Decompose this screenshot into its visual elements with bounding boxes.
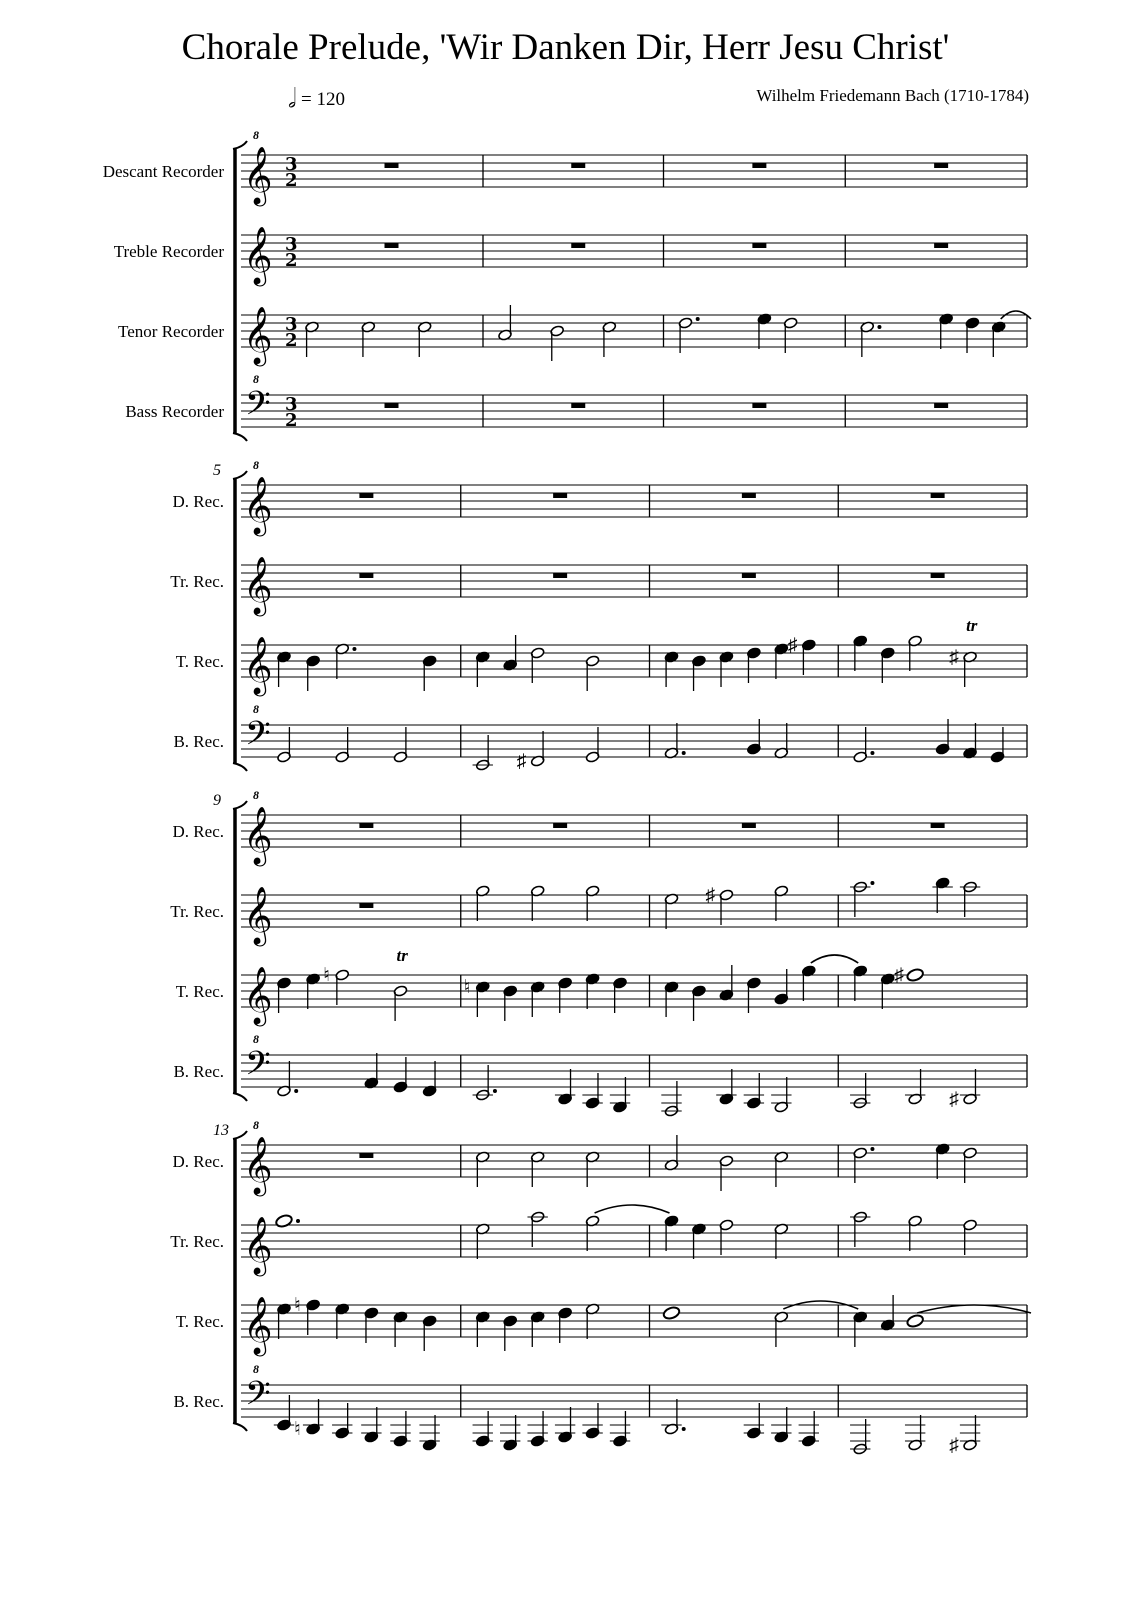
system-bracket — [233, 763, 247, 771]
treble-clef-icon: 𝄞 — [243, 1297, 273, 1353]
whole-rest — [742, 573, 756, 578]
notehead — [906, 968, 924, 983]
whole-rest — [931, 573, 945, 578]
notehead — [275, 1214, 293, 1229]
whole-rest — [385, 243, 399, 248]
instrument-abbrev: T. Rec. — [175, 652, 224, 671]
treble-clef-icon: 𝄞 — [243, 807, 273, 863]
sharp-icon: ♯ — [949, 1435, 959, 1456]
natural-icon: ♮ — [463, 977, 471, 998]
whole-rest — [359, 903, 373, 908]
whole-rest — [359, 573, 373, 578]
treble-clef-icon: 𝄞 — [243, 227, 273, 283]
augmentation-dot — [870, 751, 874, 755]
whole-rest — [359, 823, 373, 828]
bass-clef-icon: 𝄢 — [245, 1375, 271, 1420]
tie — [811, 955, 858, 963]
bass-clef-icon: 𝄢 — [245, 385, 271, 430]
ottava-mark: 8 — [253, 128, 259, 142]
ottava-mark: 8 — [253, 788, 259, 802]
whole-rest — [934, 403, 948, 408]
whole-rest — [742, 823, 756, 828]
treble-clef-icon: 𝄞 — [243, 1217, 273, 1273]
bass-clef-icon: 𝄢 — [245, 1045, 271, 1090]
treble-clef-icon: 𝄞 — [243, 477, 273, 533]
time-signature-denominator: 2 — [285, 410, 298, 431]
instrument-abbrev: T. Rec. — [175, 1312, 224, 1331]
augmentation-dot — [294, 1089, 298, 1093]
instrument-abbrev: B. Rec. — [173, 732, 224, 751]
instrument-name: Descant Recorder — [102, 162, 224, 181]
notehead — [662, 1306, 680, 1321]
measure-number: 5 — [213, 462, 221, 479]
treble-clef-icon: 𝄞 — [243, 557, 273, 613]
score-title: Chorale Prelude, 'Wir Danken Dir, Herr Jesu Christ' — [181, 27, 950, 68]
instrument-abbrev: B. Rec. — [173, 1062, 224, 1081]
whole-rest — [934, 243, 948, 248]
sharp-icon: ♯ — [516, 751, 527, 772]
whole-rest — [359, 1153, 373, 1158]
sharp-icon: ♯ — [787, 635, 798, 656]
whole-rest — [752, 403, 766, 408]
half-note-icon: 𝅗𝅥 — [288, 84, 297, 113]
whole-rest — [931, 823, 945, 828]
instrument-abbrev: B. Rec. — [173, 1392, 224, 1411]
time-signature-denominator: 2 — [285, 170, 298, 191]
time-signature-numerator: 3 — [285, 154, 298, 175]
augmentation-dot — [352, 647, 356, 651]
treble-clef-icon: 𝄞 — [243, 147, 273, 203]
tempo-value: = 120 — [301, 89, 345, 110]
whole-rest — [742, 493, 756, 498]
instrument-abbrev: Tr. Rec. — [170, 1232, 224, 1251]
whole-rest — [359, 493, 373, 498]
composer-credit: Wilhelm Friedemann Bach (1710-1784) — [756, 86, 1029, 105]
time-signature-numerator: 3 — [285, 314, 298, 335]
instrument-name: Tenor Recorder — [118, 322, 224, 341]
ottava-mark: 8 — [253, 702, 259, 716]
augmentation-dot — [870, 881, 874, 885]
ottava-mark: 8 — [253, 1032, 259, 1046]
whole-rest — [553, 493, 567, 498]
whole-rest — [931, 493, 945, 498]
time-signature-denominator: 2 — [285, 330, 298, 351]
whole-rest — [385, 163, 399, 168]
tie — [917, 1305, 1031, 1313]
natural-icon: ♮ — [294, 1419, 301, 1440]
instrument-abbrev: Tr. Rec. — [170, 572, 224, 591]
bass-clef-icon: 𝄢 — [245, 715, 271, 760]
instrument-name: Treble Recorder — [113, 242, 224, 261]
treble-clef-icon: 𝄞 — [243, 307, 273, 363]
instrument-abbrev: D. Rec. — [172, 492, 224, 511]
sharp-icon: ♯ — [705, 885, 715, 906]
whole-rest — [553, 573, 567, 578]
ottava-mark: 8 — [253, 1362, 259, 1376]
treble-clef-icon: 𝄞 — [243, 967, 273, 1023]
whole-rest — [571, 243, 585, 248]
whole-rest — [571, 403, 585, 408]
whole-rest — [553, 823, 567, 828]
time-signature-denominator: 2 — [285, 250, 298, 271]
sharp-icon: ♯ — [949, 1089, 959, 1110]
treble-clef-icon: 𝄞 — [243, 637, 273, 693]
natural-icon: ♮ — [323, 965, 331, 986]
whole-rest — [571, 163, 585, 168]
augmentation-dot — [877, 325, 881, 329]
whole-rest — [752, 163, 766, 168]
treble-clef-icon: 𝄞 — [243, 1137, 273, 1193]
sharp-icon: ♯ — [894, 965, 904, 986]
tie — [595, 1205, 670, 1213]
sharp-icon: ♯ — [949, 647, 959, 668]
instrument-abbrev: Tr. Rec. — [170, 902, 224, 921]
instrument-abbrev: D. Rec. — [172, 822, 224, 841]
augmentation-dot — [696, 317, 700, 321]
augmentation-dot — [682, 1427, 686, 1431]
trill-mark: tr — [396, 946, 408, 965]
ottava-mark: 8 — [253, 1118, 259, 1132]
instrument-abbrev: T. Rec. — [175, 982, 224, 1001]
instrument-name: Bass Recorder — [125, 402, 224, 421]
augmentation-dot — [870, 1147, 874, 1151]
augmentation-dot — [682, 751, 686, 755]
whole-rest — [934, 163, 948, 168]
time-signature-numerator: 3 — [285, 394, 298, 415]
whole-rest — [385, 403, 399, 408]
ottava-mark: 8 — [253, 372, 259, 386]
system-bracket — [233, 433, 247, 441]
whole-rest — [752, 243, 766, 248]
measure-number: 13 — [213, 1122, 229, 1139]
augmentation-dot — [296, 1219, 300, 1223]
notehead — [906, 1314, 924, 1329]
system-bracket — [233, 1093, 247, 1101]
augmentation-dot — [493, 1089, 497, 1093]
trill-mark: tr — [966, 616, 978, 635]
measure-number: 9 — [213, 792, 221, 809]
time-signature-numerator: 3 — [285, 234, 298, 255]
treble-clef-icon: 𝄞 — [243, 887, 273, 943]
system-bracket — [233, 1423, 247, 1431]
instrument-abbrev: D. Rec. — [172, 1152, 224, 1171]
natural-icon: ♮ — [294, 1295, 301, 1316]
ottava-mark: 8 — [253, 458, 259, 472]
